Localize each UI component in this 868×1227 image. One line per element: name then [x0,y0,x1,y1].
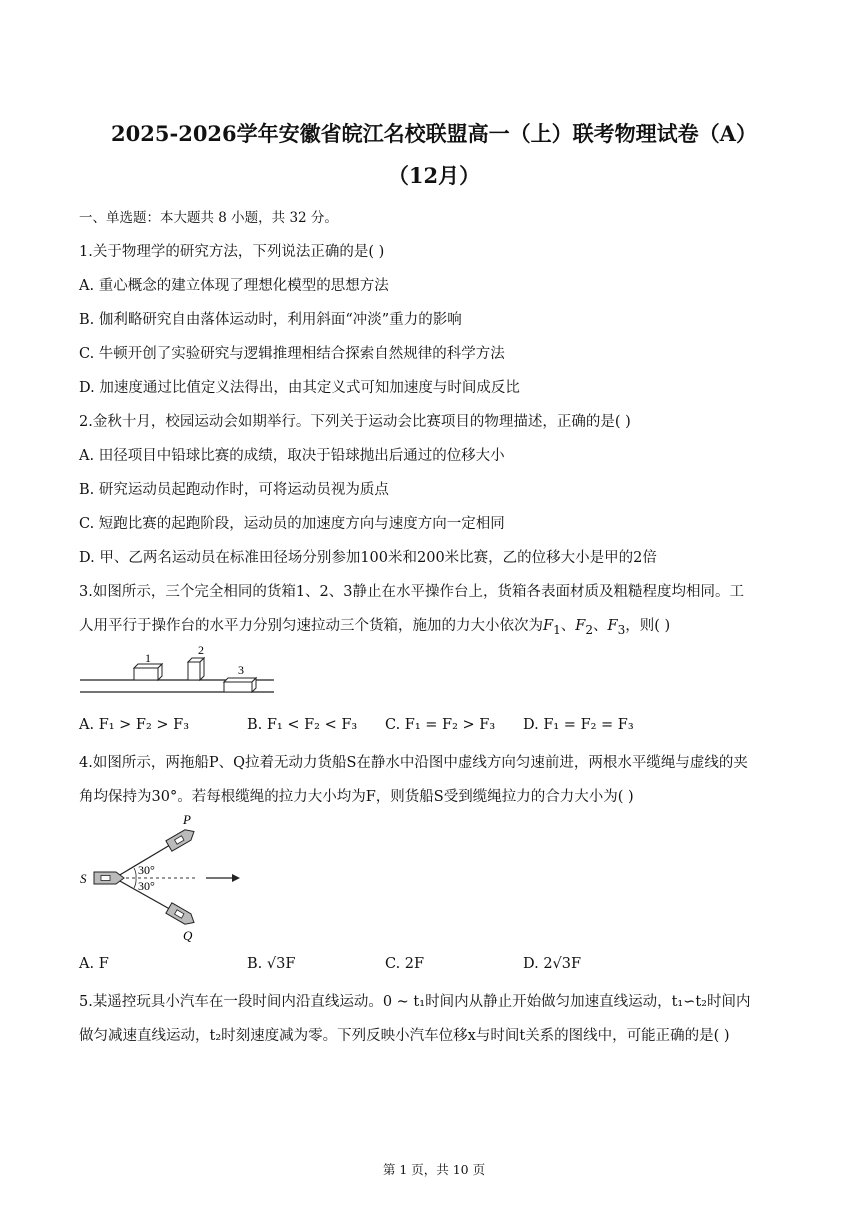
q4-figure [78,812,248,942]
q4-angle-top: 30° [138,863,155,877]
q3-box2-label: 2 [198,643,204,657]
q2-stem: 2.金秋十月，校园运动会如期举行。下列关于运动会比赛项目的物理描述，正确的是( ) [79,414,631,430]
q4-option-c: C. 2F [385,956,425,972]
q3-option-d: D. F₁ = F₂ = F₃ [523,717,634,733]
q1-option-a: A. 重心概念的建立体现了理想化模型的思想方法 [79,278,389,294]
q4-angle-bottom: 30° [138,879,155,893]
page-footer: 第 1 页，共 10 页 [382,1162,486,1177]
q2-option-c: C. 短跑比赛的起跑阶段，运动员的加速度方向与速度方向一定相同 [79,516,505,532]
exam-subtitle: （12月） [387,163,481,188]
q4-stem-line2: 角均保持为30°。若每根缆绳的拉力大小均为F，则货船S受到缆绳拉力的合力大小为( ) [79,789,634,805]
exam-title: 2025-2026学年安徽省皖江名校联盟高一（上）联考物理试卷（A） [111,121,757,146]
q1-stem: 1.关于物理学的研究方法，下列说法正确的是( ) [79,244,385,260]
q2-option-d: D. 甲、乙两名运动员在标准田径场分别参加100米和200米比赛，乙的位移大小是甲的2倍 [79,550,657,566]
q4-option-d: D. 2√3F [523,956,582,972]
q3-stem-text: 人用平行于操作台的水平力分别匀速拉动三个货箱，施加的力大小依次为 [79,618,543,634]
q4-option-a: A. F [79,956,109,972]
section-heading: 一、单选题：本大题共 8 小题，共 32 分。 [79,210,338,226]
q2-option-b: B. 研究运动员起跑动作时，可将运动员视为质点 [79,482,389,498]
q1-option-c: C. 牛顿开创了实验研究与逻辑推理相结合探索自然规律的科学方法 [79,346,505,362]
q2-option-a: A. 田径项目中铅球比赛的成绩，取决于铅球抛出后通过的位移大小 [79,448,505,464]
q3-stem-line2: 人用平行于操作台的水平力分别匀速拉动三个货箱，施加的力大小依次为$F_1$、$F_2$、$F_3$，则( ) [79,618,671,637]
q3-box1-label: 1 [145,651,151,665]
q3-option-b: B. F₁ < F₂ < F₃ [247,717,358,733]
q5-stem-line1: 5.某遥控玩具小汽车在一段时间内沿直线运动。0 ~ t₁时间内从静止开始做匀加速直线运动，t₁∽t₂时间内 [79,994,751,1010]
q3-option-a: A. F₁ > F₂ > F₃ [79,717,190,733]
q3-stem-line1: 3.如图所示，三个完全相同的货箱1、2、3静止在水平操作台上，货箱各表面材质及粗糙程度均相同。工 [79,584,745,600]
q4-label-q: Q [183,928,193,943]
q3-box3-label: 3 [238,663,244,677]
q5-stem-line2: 做匀减速直线运动，t₂时刻速度减为零。下列反映小汽车位移x与时间t关系的图线中，可能正确的是( ) [79,1028,730,1044]
q4-option-b: B. √3F [247,956,296,972]
q4-stem-line1: 4.如图所示，两拖船P、Q拉着无动力货船S在静水中沿图中虚线方向匀速前进，两根水平缆绳与虚线的夹 [79,755,748,771]
q3-option-c: C. F₁ = F₂ > F₃ [385,717,496,733]
q1-option-b: B. 伽利略研究自由落体运动时，利用斜面“冲淡”重力的影响 [79,312,462,328]
q4-label-s: S [80,871,87,886]
q1-option-d: D. 加速度通过比值定义法得出，由其定义式可知加速度与时间成反比 [79,380,520,396]
q3-figure [78,643,278,700]
q4-label-p: P [183,812,191,827]
q3-stem-end: ，则( ) [625,618,671,634]
